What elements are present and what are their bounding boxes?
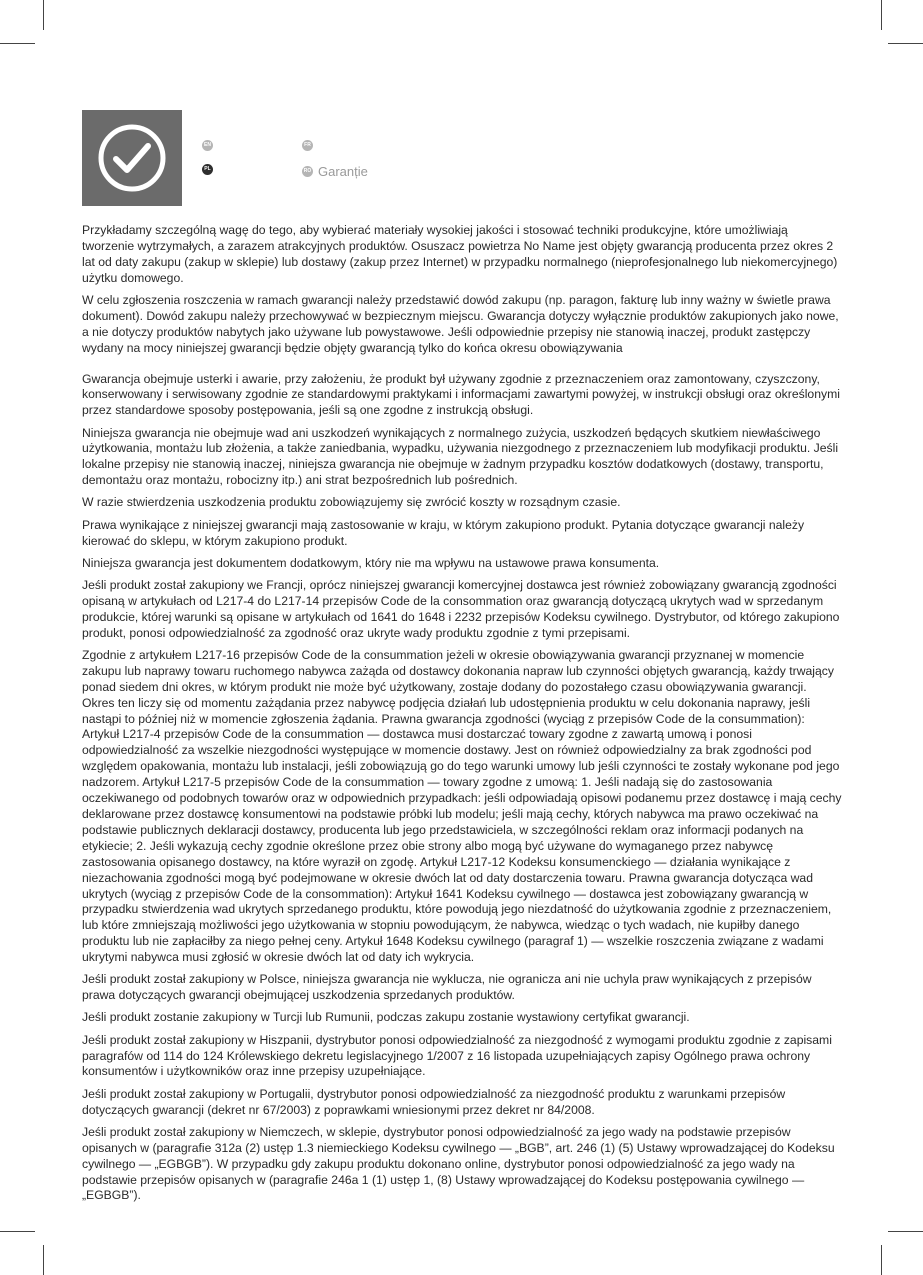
crop-mark — [888, 43, 923, 44]
paragraph: Jeśli produkt zostanie zakupiony w Turcji lub Rumunii, podczas zakupu zostanie wystawiony certyfikat gwarancji. — [82, 1010, 690, 1025]
crop-mark — [0, 43, 35, 44]
crop-mark — [43, 1245, 44, 1275]
paragraph: Prawa wynikające z niniejszej gwarancji mają zastosowanie w kraju, w którym zakupiono produkt. Pytania dotyczące gwarancji należy kierować do sklepu, w którym zakupiono produkt. — [82, 517, 805, 548]
paragraph: W celu zgłoszenia roszczenia w ramach gwarancji należy przedstawić dowód zakupu (np. paragon, fakturę lub inny ważny w świetle prawa dokument). Dowód zakupu należy przechowywać w bezpiecznym miejscu. Gwarancja dotyczy wyłącznie produktów zakupionych jako nowe, a nie dotyczy produktów nabytych jako używane lub powystawowe. Jeśli odpowiednie przepisy nie stanowią inaczej, produkt zastępczy wydany na mocy niniejszej gwarancji będzie objęty gwarancją tylko do końca okresu obowiązywania — [82, 292, 839, 355]
paragraph: Przykładamy szczególną wagę do tego, aby wybierać materiały wysokiej jakości i stosować techniki produkcyjne, które umożliwiają tworzenie wytrzymałych, a zarazem atrakcyjnych produktów. Osuszacz powietrza No Name jest objęty gwarancją producenta przez okres 2 lat od daty zakupu (zakup w sklepie) lub dostawy (zakup przez Internet) w przypadku normalnego (nieprofesjonalnego lub niekomercyjnego) użytku domowego. — [82, 223, 838, 285]
crop-mark — [888, 1231, 923, 1232]
warranty-text — [82, 223, 842, 1211]
language-code-badge: EN — [202, 140, 213, 151]
paragraph: Jeśli produkt został zakupiony w Portugalii, dystrybutor ponosi odpowiedzialność za niezgodność produktu z warunkami przepisów dotyczących gwarancji (dekret nr 67/2003) z poprawkami wniesionymi przez dekret nr 84/2008. — [82, 1086, 786, 1117]
language-item — [202, 164, 218, 175]
language-code-badge: RO — [302, 166, 313, 177]
checkmark-circle-icon — [82, 110, 182, 206]
language-code-badge: PL — [202, 164, 213, 175]
crop-mark — [881, 1245, 882, 1275]
crop-mark — [0, 1231, 35, 1232]
language-label: Garanție — [318, 164, 368, 179]
paragraph: Jeśli produkt został zakupiony we Francji, oprócz niniejszej gwarancji komercyjnej dostawca jest również zobowiązany gwarancją zgodności opisaną w artykułach od L217-4 do L217-14 przepisów Code de la consommation oraz gwarancją dotyczącą ukrytych wad w sprzedanym produkcie, której warunki są opisane w artykułach od 1641 do 1648 i 2232 przepisów Kodeksu cywilnego. Dystrybutor, od którego zakupiono produkt, ponosi odpowiedzialność za zgodność oraz ukryte wady produktu zgodnie z tymi przepisami. — [82, 578, 840, 640]
paragraph: Gwarancja obejmuje usterki i awarie, przy założeniu, że produkt był używany zgodnie z przeznaczeniem oraz zamontowany, czyszczony, konserwowany i serwisowany zgodnie ze standardowymi praktykami i informacjami zawartymi powyżej, w instrukcji obsługi oraz określonymi przez standardowe sposoby postępowania, jeśli są one zgodne z instrukcją obsługi. — [82, 371, 840, 418]
paragraph: Jeśli produkt został zakupiony w Polsce, niniejsza gwarancja nie wyklucza, nie ogranicza ani nie uchyla praw wynikających z przepisów prawa dotyczących gwarancji obejmującej uszkodzenia sprzedanych produktów. — [82, 972, 812, 1003]
paragraph: W razie stwierdzenia uszkodzenia produktu zobowiązujemy się zwrócić koszty w rozsądnym czasie. — [82, 495, 621, 510]
paragraph: Niniejsza gwarancja jest dokumentem dodatkowym, który nie ma wpływu na ustawowe prawa konsumenta. — [82, 555, 660, 570]
language-item — [302, 164, 368, 179]
language-item — [302, 140, 318, 151]
paragraph: Niniejsza gwarancja nie obejmuje wad ani uszkodzeń wynikających z normalnego zużycia, uszkodzeń będących skutkiem niewłaściwego użytkowania, montażu lub złożenia, a także zaniedbania, wypadku, używania niezgodnego z przeznaczeniem lub modyfikacji produktu. Jeśli lokalne przepisy nie stanowią inaczej, niniejsza gwarancja nie obejmuje w żadnym przypadku kosztów dodatkowych (dostawy, transportu, demontażu oraz montażu, robocizny itp.) ani strat bezpośrednich lub pośrednich. — [82, 425, 839, 488]
guarantee-logo — [82, 110, 182, 206]
paragraph: Jeśli produkt został zakupiony w Hiszpanii, dystrybutor ponosi odpowiedzialność za niezgodność z wymogami produktu zgodnie z zapisami paragrafów od 114 do 124 Królewskiego dekretu legislacyjnego 1/2007 z 16 listopada uzupełniających zapisy Ogólnego prawa ochrony konsumentów i użytkowników oraz inne przepisy uzupełniające. — [82, 1032, 832, 1079]
crop-mark — [881, 0, 882, 30]
paragraph: Zgodnie z artykułem L217-16 przepisów Code de la consummation jeżeli w okresie obowiązywania gwarancji przyznanej w momencie zakupu lub naprawy towaru ruchomego nabywca zażąda od dostawcy dokonania napraw lub czynności objętych gwarancją, każdy trwający ponad siedem dni okres, w którym produkt nie może być użytkowany, zostaje dodany do pozostałego czasu obowiązywania gwarancji. Okres ten liczy się od momentu zażądania przez nabywcę podjęcia działań lub udostępnienia produktu w celu dokonania naprawy, jeśli nastąpi to później niż w momencie zgłoszenia żądania. Prawna gwarancja zgodności (wyciąg z przepisów Code de la consummation): Artykuł L217-4 przepisów Code de la consummation — dostawca musi dostarczać towary zgodne z zawartą umową i ponosi odpowiedzialność za wszelkie niezgodności występujące w momencie dostawy. Jest on również odpowiedzialny za brak zgodności pod względem opakowania, montażu lub instalacji, jeśli zobowiązują go do tego warunki umowy lub jeśli czynności te zostały wykonane pod jego nadzorem. Artykuł L217-5 przepisów Code de la consummation — towary zgodne z umową: 1. Jeśli nadają się do zastosowania oczekiwanego od podobnych towarów oraz w odpowiednich przypadkach: jeśli odpowiadają opisowi podanemu przez dostawcę i mają cechy deklarowane przez dostawcę konsumentowi na podstawie próbki lub modelu; jeśli mają cechy, których nabywca ma prawo oczekiwać na podstawie publicznych deklaracji dostawcy, producenta lub jego przedstawiciela, w szczególności reklam oraz informacji podanych na etykiecie; 2. Jeśli wykazują cechy zgodnie określone przez obie strony albo mogą być używane do wymaganego przez nabywcę zastosowania opisanego dostawcy, na które wyraził on zgodę. Artykuł L217-12 Kodeksu konsumenckiego — działania wynikające z niezachowania zgodności mogą być podejmowane w okresie dwóch lat od daty dostarczenia towaru. Prawna gwarancja dotycząca wad ukrytych (wyciąg z przepisów Code de la consommation): Artykuł 1641 Kodeksu cywilnego — dostawca jest zobowiązany gwarancją w przypadku stwierdzenia wad ukrytych sprzedanego produktu, które powodują jego niezdatność do użytkowania zgodnie z przeznaczeniem, lub które zmniejszają możliwości jego użytkowania w stopniu powodującym, że nabywca, wiedząc o tych wadach, nie kupiłby danego produktu lub nie zapłaciłby za niego pełnej ceny. Artykuł 1648 Kodeksu cywilnego (paragraf 1) — wszelkie roszczenia związane z wadami ukrytymi nabywca musi zgłosić w okresie dwóch lat od daty ich wykrycia. — [82, 647, 842, 965]
paragraph: Jeśli produkt został zakupiony w Niemczech, w sklepie, dystrybutor ponosi odpowiedzialność za jego wady na podstawie przepisów opisanych w (paragrafie 312a (2) ustęp 1.3 niemieckiego Kodeksu cywilnego — „BGB”, art. 246 (1) (5) Ustawy wprowadzającej do Kodeksu cywilnego — „EGBGB”). W przypadku gdy zakupu produktu dokonano online, dystrybutor ponosi odpowiedzialność za jego wady na podstawie przepisów opisanych w (paragrafie 246a 1 (1) ustęp 1, (8) Ustawy wprowadzającej do Kodeksu postępowania cywilnego — „EGBGB”). — [82, 1124, 835, 1203]
crop-mark — [43, 0, 44, 30]
language-item — [202, 140, 218, 151]
language-code-badge: FR — [302, 140, 313, 151]
